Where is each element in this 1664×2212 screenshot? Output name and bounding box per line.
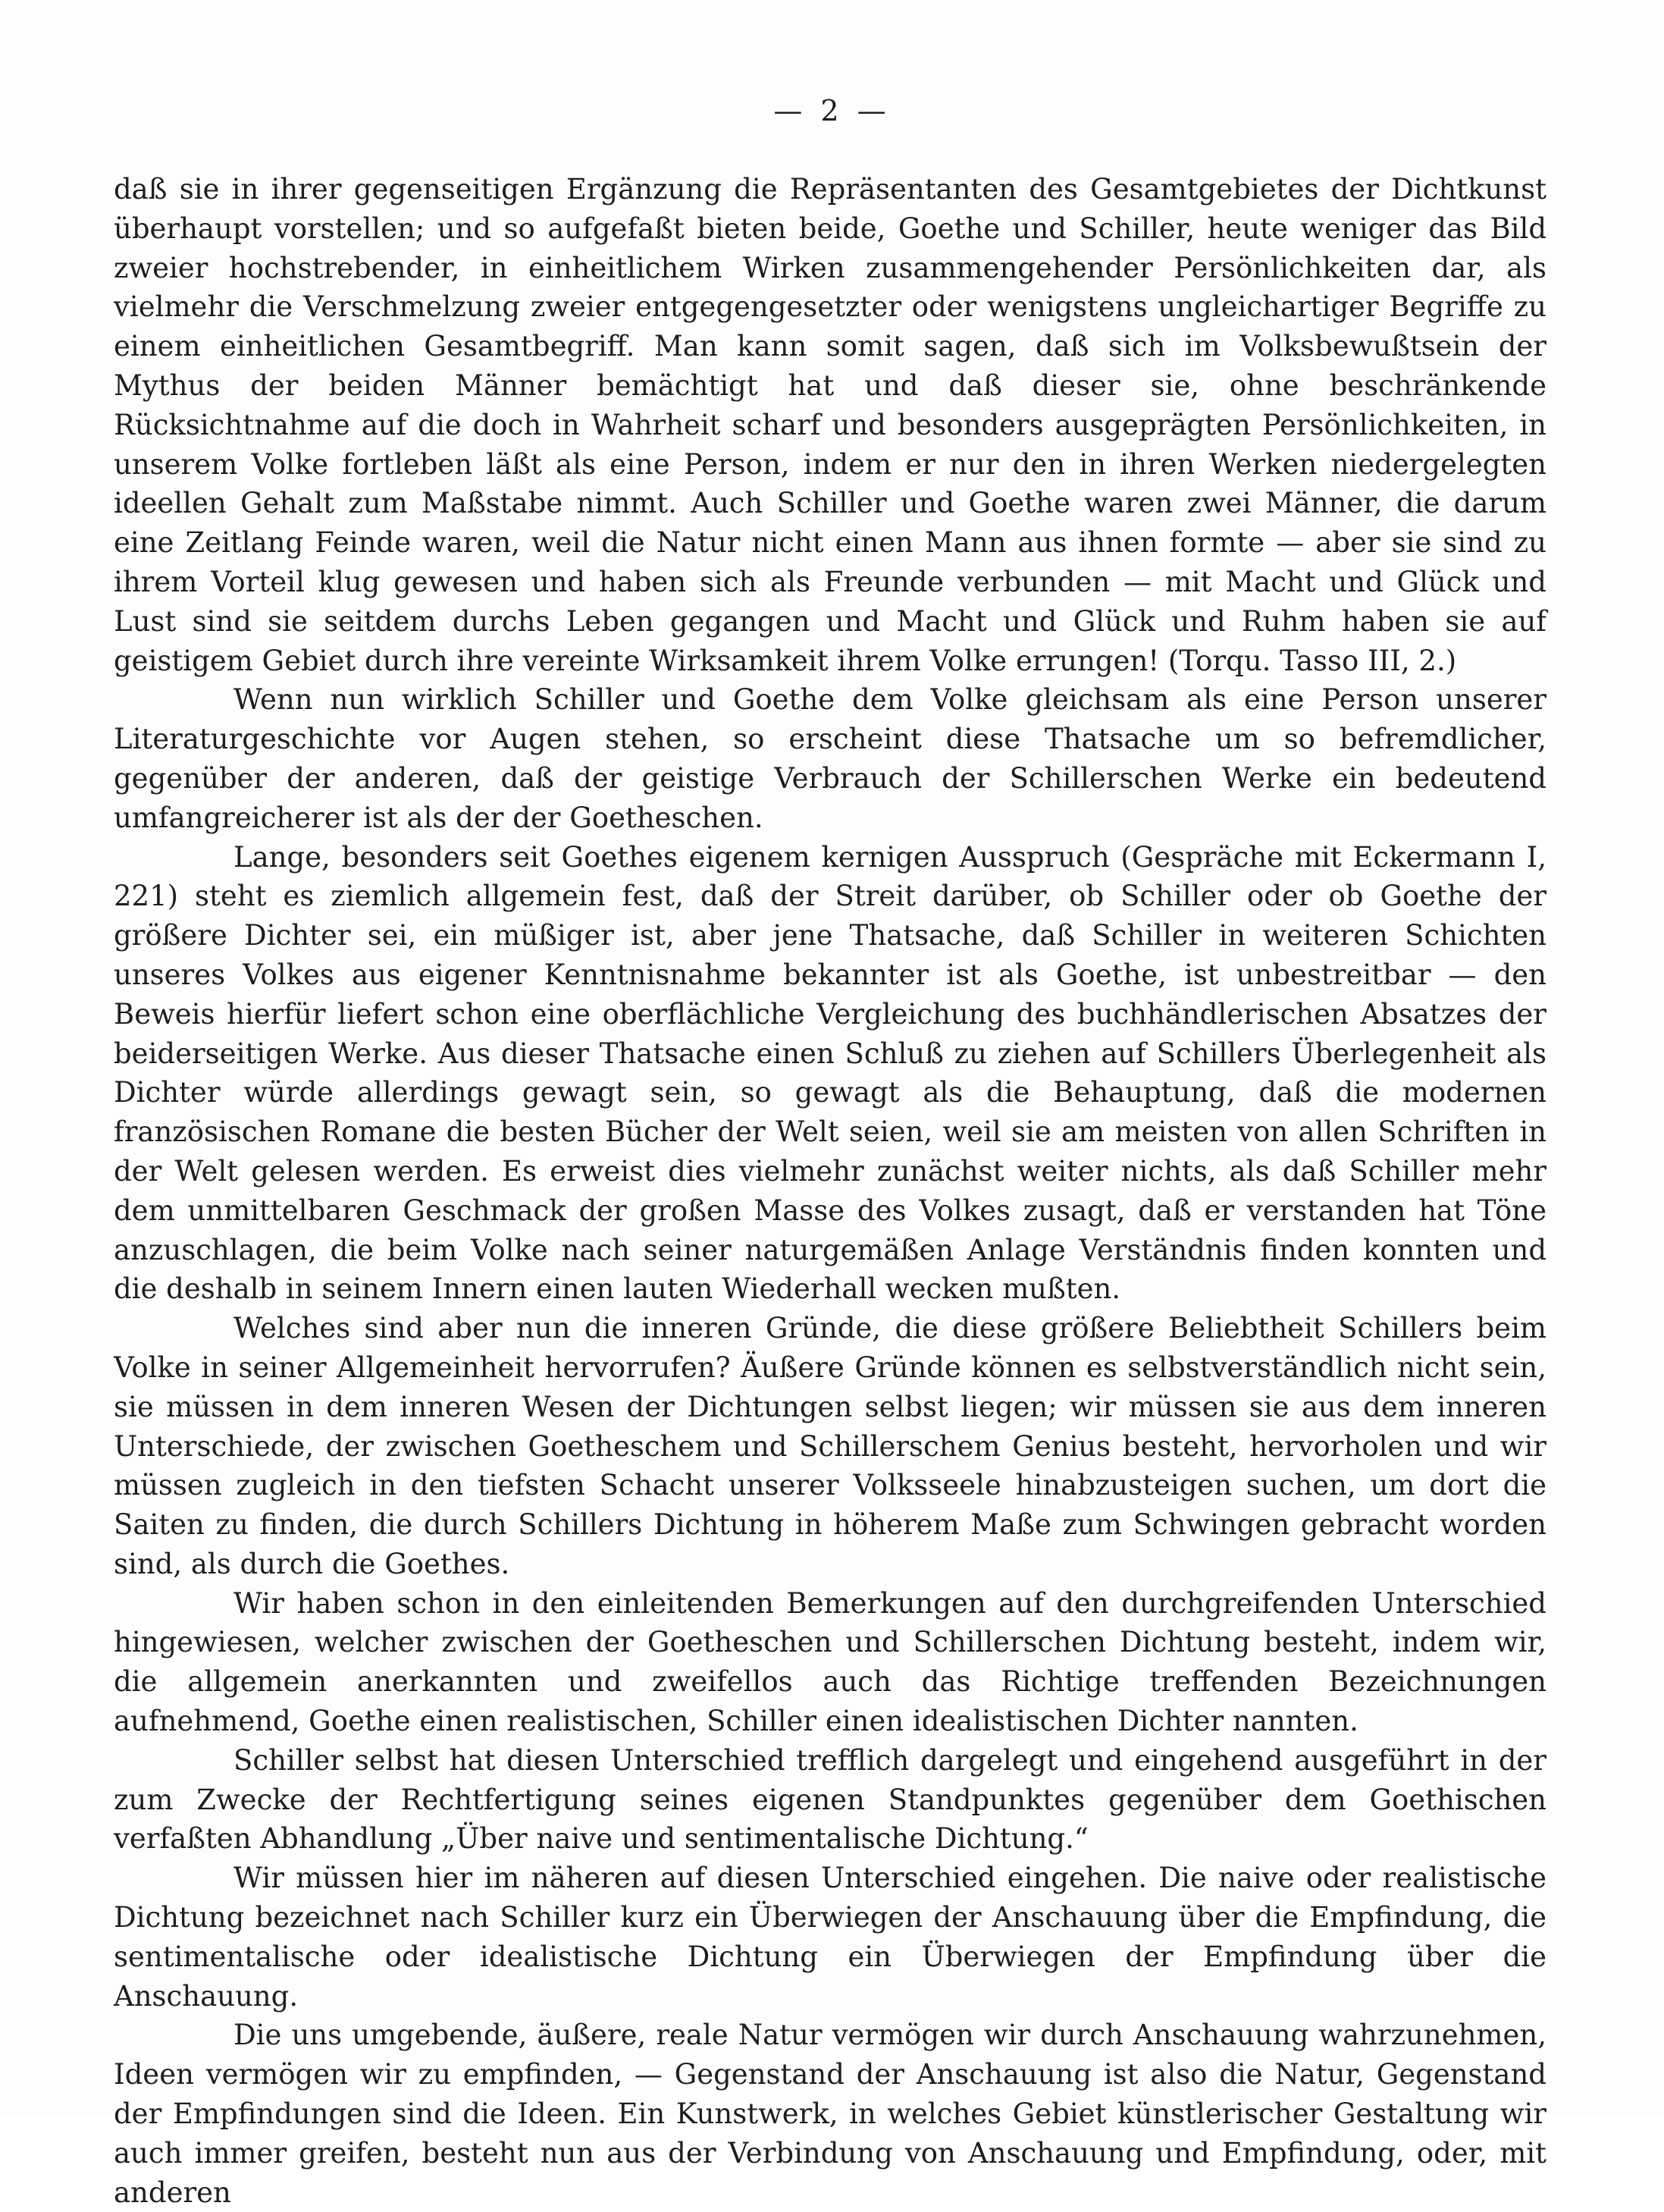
page-number: — 2 —: [773, 94, 891, 127]
paragraph: Wenn nun wirklich Schiller und Goethe dem Volke gleichsam als eine Person unserer Literaturgeschichte vor Augen stehen, so erscheint diese Thatsache um so befremdlicher, gegenüber der anderen, daß der geistige Verbrauch der Schillerschen Werke ein bedeutend umfangreicherer ist als der der Goetheschen.: [114, 683, 1546, 834]
body-text: [114, 170, 1546, 2212]
paragraph-continuation: daß sie in ihrer gegenseitigen Ergänzung die Repräsentanten des Gesamtgebietes der Dichtkunst überhaupt vorstellen; und so aufgefaßt bieten beide, Goethe und Schiller, heute weniger das Bild zweier hochstrebender, in einheitlichem Wirken zusammengehender Persönlichkeiten dar, als vielmehr die Verschmelzung zweier entgegengesetzter oder wenigstens ungleichartiger Begriffe zu einem einheitlichen Gesamtbegriff. Man kann somit sagen, daß sich im Volksbewußtsein der Mythus der beiden Männer bemächtigt hat und daß dieser sie, ohne beschränkende Rücksichtnahme auf die doch in Wahrheit scharf und besonders ausgeprägten Persönlichkeiten, in unserem Volke fortleben läßt als eine Person, indem er nur den in ihren Werken niedergelegten ideellen Gehalt zum Maßstabe nimmt. Auch Schiller und Goethe waren zwei Männer, die darum eine Zeitlang Feinde waren, weil die Natur nicht einen Mann aus ihnen formte — aber sie sind zu ihrem Vorteil klug gewesen und haben sich als Freunde verbunden — mit Macht und Glück und Lust sind sie seitdem durchs Leben gegangen und Macht und Glück und Ruhm haben sie auf geistigem Gebiet durch ihre vereinte Wirksamkeit ihrem Volke errungen! (Torqu. Tasso III, 2.): [114, 173, 1546, 677]
paragraph: Wir müssen hier im näheren auf diesen Unterschied eingehen. Die naive oder realistische Dichtung bezeichnet nach Schiller kurz ein Überwiegen der Anschauung über die Empfindung, die sentimentalische oder idealistische Dichtung ein Überwiegen der Empfindung über die Anschauung.: [114, 1862, 1546, 2013]
paragraph: Welches sind aber nun die inneren Gründe, die diese größere Beliebtheit Schillers beim Volke in seiner Allgemeinheit hervorrufen? Äußere Gründe können es selbstverständlich nicht sein, sie müssen in dem inneren Wesen der Dichtungen selbst liegen; wir müssen sie aus dem inneren Unterschiede, der zwischen Goetheschem und Schillerschem Genius besteht, hervorholen und wir müssen zugleich in den tiefsten Schacht unserer Volksseele hinabzusteigen suchen, um dort die Saiten zu finden, die durch Schillers Dichtung in höherem Maße zum Schwingen gebracht worden sind, als durch die Goethes.: [114, 1312, 1546, 1580]
paragraph: Die uns umgebende, äußere, reale Natur vermögen wir durch Anschauung wahrzunehmen, Ideen vermögen wir zu empfinden, — Gegenstand der Anschauung ist also die Natur, Gegenstand der Empfindungen sind die Ideen. Ein Kunstwerk, in welches Gebiet künstlerischer Gestaltung wir auch immer greifen, besteht nun aus der Verbindung von Anschauung und Empfindung, oder, mit anderen: [114, 2019, 1546, 2209]
paragraph: Lange, besonders seit Goethes eigenem kernigen Ausspruch (Gespräche mit Eckermann I, 221) steht es ziemlich allgemein fest, daß der Streit darüber, ob Schiller oder ob Goethe der größere Dichter sei, ein müßiger ist, aber jene Thatsache, daß Schiller in weiteren Schichten unseres Volkes aus eigener Kenntnisnahme bekannter ist als Goethe, ist unbestreitbar — den Beweis hierfür liefert schon eine oberflächliche Vergleichung des buchhändlerischen Absatzes der beiderseitigen Werke. Aus dieser Thatsache einen Schluß zu ziehen auf Schillers Überlegenheit als Dichter würde allerdings gewagt sein, so gewagt als die Behauptung, daß die modernen französischen Romane die besten Bücher der Welt seien, weil sie am meisten von allen Schriften in der Welt gelesen werden. Es erweist dies vielmehr zunächst weiter nichts, als daß Schiller mehr dem unmittelbaren Geschmack der großen Masse des Volkes zusagt, daß er verstanden hat Töne anzuschlagen, die beim Volke nach seiner naturgemäßen Anlage Verständnis finden konnten und die deshalb in seinem Innern einen lauten Wiederhall wecken mußten.: [114, 840, 1546, 1306]
paragraph: Wir haben schon in den einleitenden Bemerkungen auf den durchgreifenden Unterschied hingewiesen, welcher zwischen der Goetheschen und Schillerschen Dichtung besteht, indem wir, die allgemein anerkannten und zweifellos auch das Richtige treffenden Bezeichnungen aufnehmend, Goethe einen realistischen, Schiller einen idealistischen Dichter nannten.: [114, 1586, 1546, 1738]
paragraph: Schiller selbst hat diesen Unterschied trefflich dargelegt und eingehend ausgeführt in der zum Zwecke der Rechtfertigung seines eigenen Standpunktes gegenüber dem Goethischen verfaßten Abhandlung „Über naive und sentimentalische Dichtung.“: [114, 1743, 1546, 1856]
